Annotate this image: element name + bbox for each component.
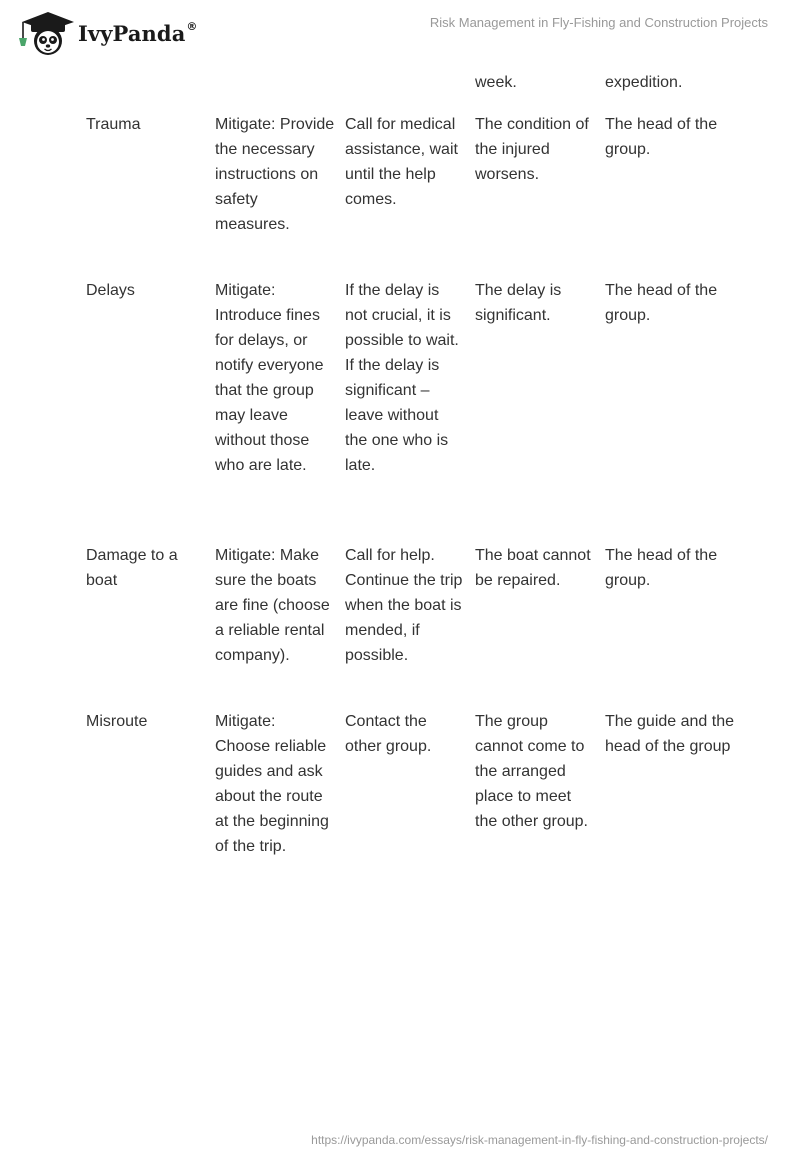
table-row <box>86 709 746 909</box>
trigger-cell: week. <box>475 74 517 91</box>
contingency-cell: Call for medical assistance, wait until the help comes. <box>345 116 458 208</box>
contingency-cell: If the delay is not crucial, it is possible to wait. If the delay is significant – leave without the one who is late. <box>345 282 459 474</box>
trigger-cell: The boat cannot be repaired. <box>475 547 591 589</box>
owner-cell: expedition. <box>605 74 683 91</box>
response-cell: Mitigate: Introduce fines for delays, or notify everyone that the group may leave without those who are late. <box>215 282 324 474</box>
ivypanda-logo[interactable] <box>14 8 198 56</box>
risk-table <box>86 70 746 909</box>
owner-cell: The head of the group. <box>605 547 718 589</box>
table-row <box>86 112 746 278</box>
document-title: Risk Management in Fly-Fishing and Construction Projects <box>429 15 768 30</box>
risk-cell: Misroute <box>86 713 148 730</box>
contingency-cell: Call for help. Continue the trip when the boat is mended, if possible. <box>345 547 463 664</box>
trigger-cell: The condition of the injured worsens. <box>475 116 589 183</box>
owner-cell: The guide and the head of the group <box>605 713 734 755</box>
table-row <box>86 278 746 543</box>
brand-name: IvyPanda® <box>78 19 198 46</box>
risk-cell: Trauma <box>86 116 141 133</box>
risk-cell: Damage to a boat <box>86 547 178 589</box>
registered-mark: ® <box>186 19 198 33</box>
owner-cell: The head of the group. <box>605 282 718 324</box>
panda-graduate-icon <box>14 8 76 56</box>
table-row-continued <box>86 70 746 112</box>
table-row <box>86 543 746 709</box>
response-cell: Mitigate: Provide the necessary instructions on safety measures. <box>215 116 335 233</box>
response-cell: Mitigate: Choose reliable guides and ask about the route at the beginning of the trip. <box>215 713 329 855</box>
trigger-cell: The delay is significant. <box>475 282 562 324</box>
risk-cell: Delays <box>86 282 135 299</box>
trigger-cell: The group cannot come to the arranged place to meet the other group. <box>475 713 588 830</box>
page-header <box>0 0 800 60</box>
contingency-cell: Contact the other group. <box>345 713 432 755</box>
source-url[interactable]: https://ivypanda.com/essays/risk-management-in-fly-fishing-and-construction-projects/ <box>311 1133 768 1147</box>
response-cell: Mitigate: Make sure the boats are fine (choose a reliable rental company). <box>215 547 330 664</box>
owner-cell: The head of the group. <box>605 116 718 158</box>
